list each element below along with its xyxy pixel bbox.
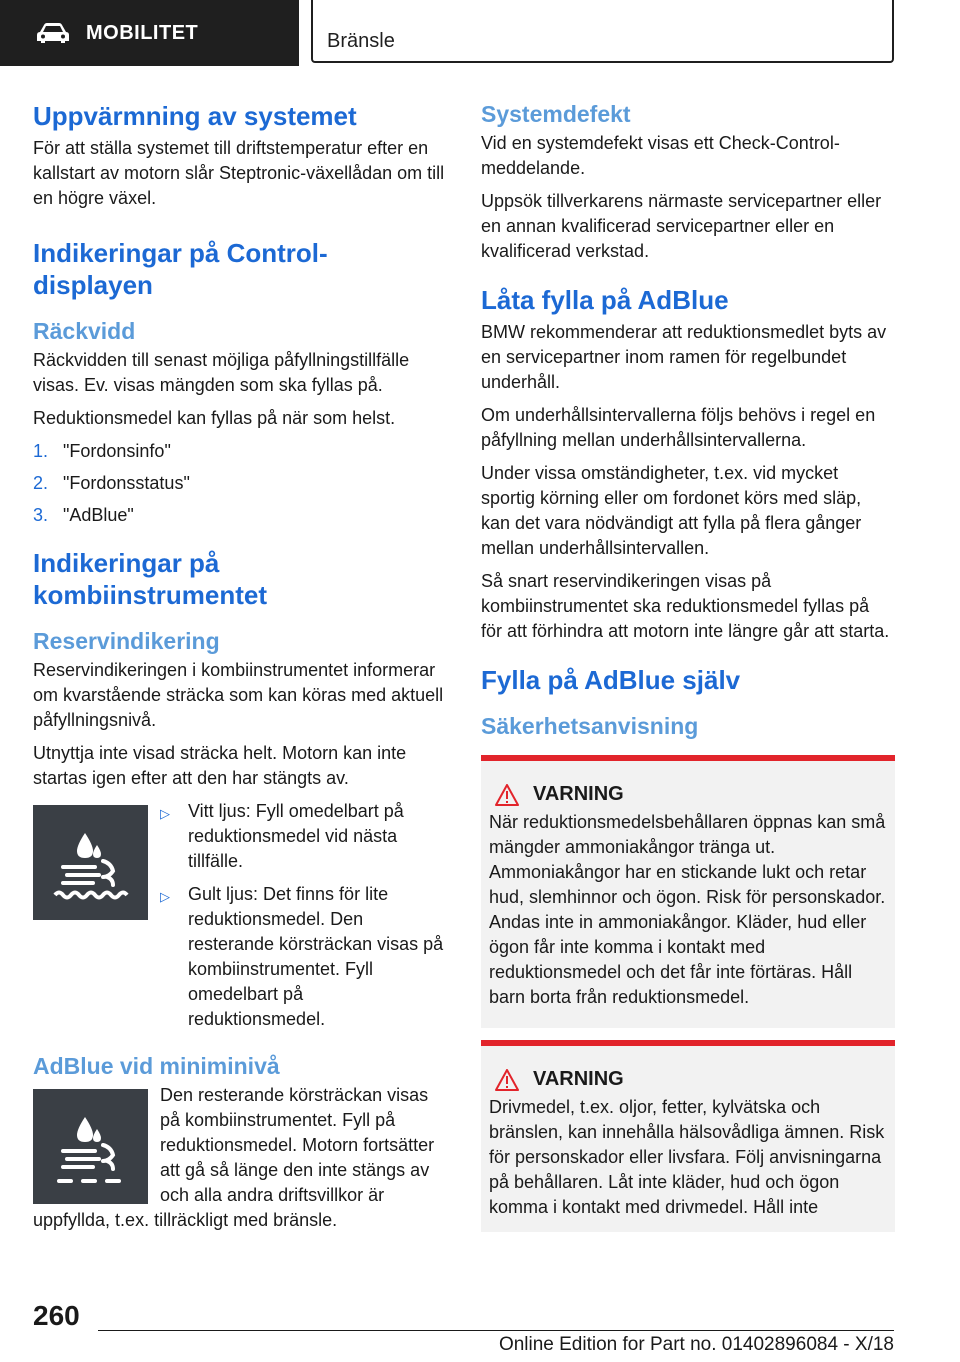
heading-reservindikering: Reservindikering xyxy=(33,628,220,654)
minimi-block xyxy=(33,1083,445,1233)
bullet-text: Vitt ljus: Fyll omedelbart på reduktionsmedel vid nästa tillfälle. xyxy=(188,801,404,871)
chapter-tab xyxy=(311,0,894,63)
list-item xyxy=(33,503,445,528)
section-tab xyxy=(0,0,299,66)
warning-triangle-icon xyxy=(495,1069,519,1091)
step-text: "Fordonsinfo" xyxy=(63,441,171,461)
paragraph-lata-4: Så snart reservindikeringen visas på kombiinstrumentet ska reduktionsmedel fyllas på för att förhindra att motorn inte längre går att starta. xyxy=(481,571,890,641)
paragraph-rackvidd-1: Räckvidden till senast möjliga påfyllningstillfälle visas. Ev. visas mängden som ska fyllas på. xyxy=(33,350,410,395)
warning-text: När reduktionsmedelsbehållaren öppnas kan små mängder ammoniakångor tränga ut. Ammoniakångor har en stickande lukt och retar hud, slemhinnor och ögon. Risk för personskador. Andas inte in ammoniakångor. Kläder, hud eller ögon får inte komma i kontakt med reduktionsmedel och det får inte förtäras. Håll barn borta från reduktionsmedel. xyxy=(489,812,886,1007)
page-header xyxy=(0,0,960,66)
bullet-triangle-icon: ▷ xyxy=(160,806,170,821)
list-item xyxy=(33,439,445,464)
heading-uppvarmning: Uppvärmning av systemet xyxy=(33,101,357,131)
page-number: 260 xyxy=(33,1300,80,1331)
warning-box xyxy=(481,1040,895,1232)
warning-triangle-icon xyxy=(495,784,519,806)
heading-sakerhet: Säkerhetsanvisning xyxy=(481,713,699,739)
reserve-figure-row xyxy=(33,799,445,1040)
steps-list xyxy=(33,439,445,528)
step-number: 3. xyxy=(33,505,49,525)
paragraph-reserv-2: Utnyttja inte visad sträcka helt. Motorn kan inte startas igen efter att den har stängts av. xyxy=(33,743,407,788)
heading-lata-fylla: Låta fylla på AdBlue xyxy=(481,285,729,315)
bullet-text: Gult ljus: Det finns för lite reduktionsmedel. Den resterande körsträckan visas på kombiinstrumentet. Fyll omedelbart på reduktionsmedel. xyxy=(188,884,444,1029)
warning-title-row xyxy=(489,1068,887,1091)
paragraph-lata-1: BMW rekommenderar att reduktionsmedlet byts av en servicepartner inom ramen för regelbundet underhåll. xyxy=(481,322,887,392)
paragraph-uppvarmning: För att ställa systemet till driftstemperatur efter en kallstart av motorn slår Steptronic-växellådan om till en högre växel. xyxy=(33,138,445,208)
step-text: "Fordonsstatus" xyxy=(63,473,190,493)
warning-box xyxy=(481,755,895,1028)
footer-divider xyxy=(98,1330,894,1331)
edition-text: Online Edition for Part no. 01402896084 - X/18 xyxy=(498,1334,894,1355)
step-number: 1. xyxy=(33,441,49,461)
warning-text: Drivmedel, t.ex. oljor, fetter, kylvätska och bränslen, kan innehålla hälsovådliga ämnen. Risk för personskador eller livsfara. Följ anvisningarna på behållaren. Låt inte kläder, hud och ögon komma i kontakt med drivmedel. Håll inte xyxy=(489,1097,885,1217)
list-item xyxy=(33,471,445,496)
bullet-triangle-icon: ▷ xyxy=(160,889,170,904)
paragraph-rackvidd-2: Reduktionsmedel kan fyllas på när som helst. xyxy=(33,408,396,428)
heading-rackvidd: Räckvidd xyxy=(33,318,136,344)
heading-kombiinstrument: Indikeringar på kombiinstrumentet xyxy=(33,548,268,610)
warning-title: VARNING xyxy=(533,783,624,805)
warning-title-row xyxy=(489,783,887,806)
list-item xyxy=(160,882,445,1032)
adblue-indicator-icon xyxy=(33,1089,148,1204)
left-column xyxy=(33,100,445,1241)
heading-fylla-sjalv: Fylla på AdBlue själv xyxy=(481,665,741,695)
car-icon xyxy=(36,22,70,44)
step-number: 2. xyxy=(33,473,49,493)
paragraph-lata-3: Under vissa omständigheter, t.ex. vid mycket sportig körning eller om fordonet körs med släp, kan det vara nödvändigt att fylla på flera gånger mellan underhållsintervallen. xyxy=(481,463,862,558)
paragraph-minimi: Den resterande körsträckan visas på kombiinstrumentet. Fyll på reduktionsmedel. Motorn fortsätter att gå så länge den inte stängs av och alla andra driftsvillkor är uppfyllda, t.ex. tillräckligt med bränsle. xyxy=(33,1085,435,1230)
page-footer xyxy=(0,1290,960,1362)
chapter-label: Bränsle xyxy=(327,30,395,52)
warning-title: VARNING xyxy=(533,1068,624,1090)
section-label: MOBILITET xyxy=(86,21,199,44)
step-text: "AdBlue" xyxy=(63,505,134,525)
list-item xyxy=(160,799,445,874)
right-column xyxy=(481,100,895,1244)
reserve-bullets xyxy=(160,799,445,1040)
adblue-indicator-icon xyxy=(33,805,148,920)
paragraph-sys-1: Vid en systemdefekt visas ett Check-Control-meddelande. xyxy=(481,133,840,178)
paragraph-reserv-1: Reservindikeringen i kombiinstrumentet informerar om kvarstående sträcka som kan köras med aktuell påfyllningsnivå. xyxy=(33,660,444,730)
paragraph-sys-2: Uppsök tillverkarens närmaste servicepartner eller en annan kvalificerad servicepartner eller en kvalificerad verkstad. xyxy=(481,191,882,261)
paragraph-lata-2: Om underhållsintervallerna följs behövs i regel en påfyllning mellan underhållsintervallerna. xyxy=(481,405,876,450)
heading-control-display: Indikeringar på Control-displayen xyxy=(33,238,328,300)
heading-miniminiva: AdBlue vid miniminivå xyxy=(33,1053,280,1079)
heading-systemdefekt: Systemdefekt xyxy=(481,101,631,127)
